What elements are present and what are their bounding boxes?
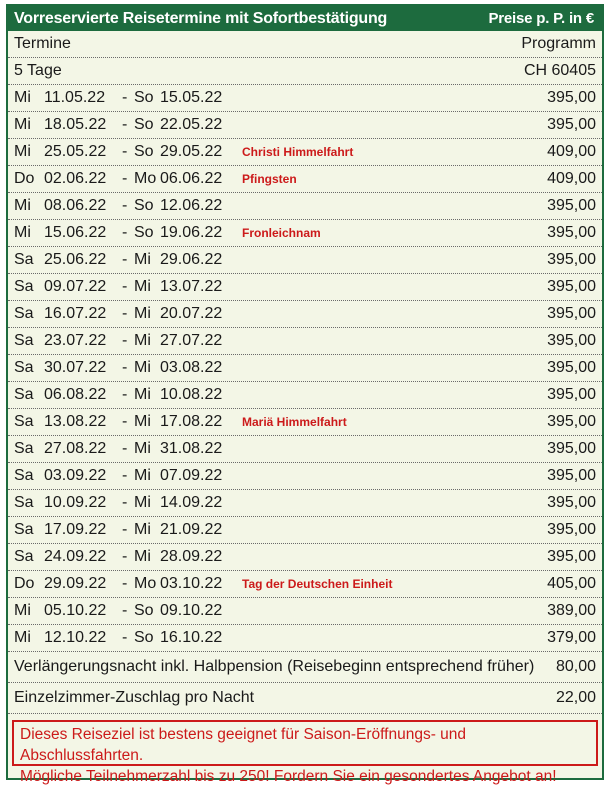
note-line-1: Dieses Reiseziel ist bestens geeignet für Saison-Eröffnungs- und Abschlussfahrten. [20, 726, 467, 764]
price: 395,00 [547, 197, 596, 214]
date-separator: - [122, 170, 128, 187]
date-separator: - [122, 602, 128, 619]
weekday-start: Do [14, 575, 35, 592]
date-separator: - [122, 278, 128, 295]
price: 409,00 [547, 170, 596, 187]
section-label: 5 Tage [14, 62, 62, 79]
date-rows [8, 85, 602, 652]
table-row [8, 328, 602, 355]
table-row [8, 301, 602, 328]
date-end: 27.07.22 [160, 332, 223, 349]
date-end: 03.08.22 [160, 359, 223, 376]
extra-label: Einzelzimmer-Zuschlag pro Nacht [14, 689, 255, 706]
weekday-start: Sa [14, 305, 34, 322]
weekday-end: Mo [134, 170, 157, 187]
date-start: 12.10.22 [44, 629, 107, 646]
table-row [8, 355, 602, 382]
price-note: Preise p. P. in € [488, 10, 594, 27]
date-end: 13.07.22 [160, 278, 223, 295]
date-separator: - [122, 305, 128, 322]
date-start: 30.07.22 [44, 359, 107, 376]
weekday-end: Mi [134, 440, 151, 457]
date-separator: - [122, 359, 128, 376]
table-row [8, 85, 602, 112]
date-separator: - [122, 629, 128, 646]
price: 395,00 [547, 494, 596, 511]
weekday-end: So [134, 89, 154, 106]
price: 395,00 [547, 89, 596, 106]
price: 395,00 [547, 224, 596, 241]
weekday-start: Mi [14, 629, 31, 646]
holiday-label: Christi Himmelfahrt [242, 145, 354, 159]
table-row [8, 598, 602, 625]
weekday-end: Mi [134, 413, 151, 430]
date-separator: - [122, 143, 128, 160]
date-end: 20.07.22 [160, 305, 223, 322]
weekday-end: Mo [134, 575, 157, 592]
date-start: 08.06.22 [44, 197, 107, 214]
weekday-start: Mi [14, 224, 31, 241]
date-start: 25.06.22 [44, 251, 107, 268]
weekday-end: Mi [134, 548, 151, 565]
price: 395,00 [547, 548, 596, 565]
weekday-end: Mi [134, 278, 151, 295]
date-start: 05.10.22 [44, 602, 107, 619]
weekday-start: Mi [14, 197, 31, 214]
extras [8, 652, 602, 714]
holiday-label: Pfingsten [242, 172, 297, 186]
table-row [8, 544, 602, 571]
date-end: 06.06.22 [160, 170, 223, 187]
date-end: 19.06.22 [160, 224, 223, 241]
weekday-start: Sa [14, 440, 34, 457]
weekday-start: Sa [14, 494, 34, 511]
date-separator: - [122, 494, 128, 511]
date-end: 10.08.22 [160, 386, 223, 403]
weekday-end: Mi [134, 521, 151, 538]
weekday-start: Mi [14, 143, 31, 160]
weekday-end: Mi [134, 305, 151, 322]
price: 395,00 [547, 251, 596, 268]
date-separator: - [122, 224, 128, 241]
column-headers [8, 31, 602, 58]
weekday-start: Sa [14, 278, 34, 295]
weekday-end: Mi [134, 494, 151, 511]
date-start: 24.09.22 [44, 548, 107, 565]
section-program: CH 60405 [523, 62, 596, 79]
table-title: Vorreservierte Reisetermine mit Sofortbestätigung [14, 9, 388, 27]
weekday-start: Sa [14, 332, 34, 349]
date-start: 02.06.22 [44, 170, 107, 187]
weekday-end: So [134, 602, 154, 619]
weekday-end: So [134, 224, 154, 241]
table-row [8, 247, 602, 274]
date-separator: - [122, 521, 128, 538]
price: 395,00 [547, 278, 596, 295]
date-end: 09.10.22 [160, 602, 223, 619]
weekday-end: So [134, 197, 154, 214]
date-end: 03.10.22 [160, 575, 223, 592]
table-row [8, 490, 602, 517]
table-header [8, 6, 602, 31]
date-start: 27.08.22 [44, 440, 107, 457]
date-separator: - [122, 575, 128, 592]
price: 395,00 [547, 332, 596, 349]
table-row [8, 166, 602, 193]
date-end: 17.08.22 [160, 413, 223, 430]
table-row [8, 220, 602, 247]
date-end: 29.05.22 [160, 143, 223, 160]
price: 395,00 [547, 413, 596, 430]
date-separator: - [122, 467, 128, 484]
weekday-end: Mi [134, 467, 151, 484]
weekday-start: Mi [14, 602, 31, 619]
price: 395,00 [547, 116, 596, 133]
price: 379,00 [547, 629, 596, 646]
date-start: 18.05.22 [44, 116, 107, 133]
table-row [8, 517, 602, 544]
table-row [8, 274, 602, 301]
extra-price: 80,00 [555, 658, 596, 675]
price: 405,00 [547, 575, 596, 592]
date-start: 06.08.22 [44, 386, 107, 403]
weekday-start: Mi [14, 89, 31, 106]
date-separator: - [122, 197, 128, 214]
weekday-end: So [134, 629, 154, 646]
info-note [12, 720, 598, 785]
price: 395,00 [547, 305, 596, 322]
table-row [8, 571, 602, 598]
table-row [8, 625, 602, 652]
table-row [8, 112, 602, 139]
weekday-end: Mi [134, 251, 151, 268]
date-separator: - [122, 332, 128, 349]
date-separator: - [122, 548, 128, 565]
date-start: 29.09.22 [44, 575, 107, 592]
holiday-label: Tag der Deutschen Einheit [242, 577, 393, 591]
table-row [8, 463, 602, 490]
extra-row [8, 652, 602, 683]
price: 395,00 [547, 521, 596, 538]
price: 395,00 [547, 467, 596, 484]
weekday-start: Sa [14, 359, 34, 376]
section-row [8, 58, 602, 85]
date-separator: - [122, 116, 128, 133]
date-separator: - [122, 89, 128, 106]
weekday-end: Mi [134, 386, 151, 403]
date-start: 15.06.22 [44, 224, 107, 241]
date-end: 12.06.22 [160, 197, 223, 214]
price: 395,00 [547, 386, 596, 403]
price: 389,00 [547, 602, 596, 619]
date-separator: - [122, 440, 128, 457]
date-start: 16.07.22 [44, 305, 107, 322]
holiday-label: Fronleichnam [242, 226, 321, 240]
date-start: 09.07.22 [44, 278, 107, 295]
table-row [8, 409, 602, 436]
date-end: 29.06.22 [160, 251, 223, 268]
weekday-end: Mi [134, 359, 151, 376]
extra-row [8, 683, 602, 714]
table-row [8, 139, 602, 166]
date-end: 15.05.22 [160, 89, 223, 106]
date-start: 23.07.22 [44, 332, 107, 349]
weekday-start: Sa [14, 251, 34, 268]
date-end: 14.09.22 [160, 494, 223, 511]
date-start: 13.08.22 [44, 413, 107, 430]
extra-label: Verlängerungsnacht inkl. Halbpension (Reisebeginn entsprechend früher) [14, 658, 535, 675]
date-end: 07.09.22 [160, 467, 223, 484]
date-end: 16.10.22 [160, 629, 223, 646]
date-start: 17.09.22 [44, 521, 107, 538]
table-row [8, 193, 602, 220]
note-line-2: Mögliche Teilnehmerzahl bis zu 250! Fordern Sie ein gesondertes Angebot an! [20, 768, 557, 785]
date-separator: - [122, 413, 128, 430]
weekday-end: So [134, 116, 154, 133]
table-row [8, 382, 602, 409]
price-table [6, 4, 604, 785]
column-programm: Programm [521, 35, 596, 52]
extra-price: 22,00 [555, 689, 596, 706]
weekday-start: Sa [14, 548, 34, 565]
weekday-end: So [134, 143, 154, 160]
date-end: 21.09.22 [160, 521, 223, 538]
date-start: 11.05.22 [44, 89, 106, 106]
date-end: 28.09.22 [160, 548, 223, 565]
date-separator: - [122, 251, 128, 268]
date-start: 25.05.22 [44, 143, 107, 160]
table-row [8, 436, 602, 463]
weekday-start: Mi [14, 116, 31, 133]
weekday-end: Mi [134, 332, 151, 349]
price: 395,00 [547, 440, 596, 457]
weekday-start: Do [14, 170, 35, 187]
weekday-start: Sa [14, 413, 34, 430]
weekday-start: Sa [14, 386, 34, 403]
holiday-label: Mariä Himmelfahrt [242, 415, 347, 429]
column-termine: Termine [14, 35, 71, 52]
price: 409,00 [547, 143, 596, 160]
date-end: 31.08.22 [160, 440, 223, 457]
price: 395,00 [547, 359, 596, 376]
weekday-start: Sa [14, 467, 34, 484]
date-separator: - [122, 386, 128, 403]
date-start: 10.09.22 [44, 494, 107, 511]
date-start: 03.09.22 [44, 467, 107, 484]
weekday-start: Sa [14, 521, 34, 538]
date-end: 22.05.22 [160, 116, 223, 133]
